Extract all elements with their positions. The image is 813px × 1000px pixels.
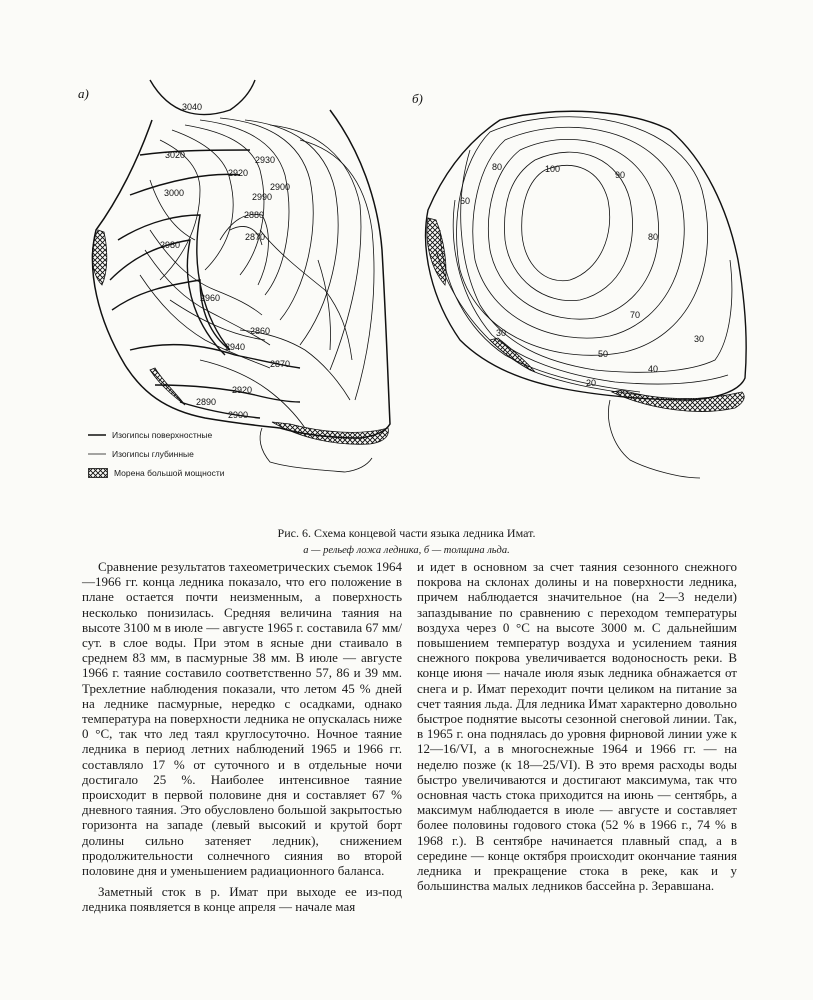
text-column-left [82, 559, 402, 915]
legend-surface-label: Изогипсы поверхностные [112, 430, 213, 440]
legend-thick-line-icon [88, 432, 106, 438]
surface-contour-2920: 2920 [232, 385, 253, 395]
bed-contour-2860: 2860 [250, 326, 271, 336]
panel-a-moraine-lower-left [150, 368, 185, 405]
panel-a-bed-relief [78, 80, 390, 472]
thickness-contour-90: 90 [615, 170, 626, 180]
bed-contour-2920: 2920 [228, 168, 249, 178]
bed-contour-2890: 2890 [196, 397, 217, 407]
legend-surface-row [88, 428, 224, 442]
figure-legend [88, 428, 224, 485]
surface-contour-2940: 2940 [225, 342, 246, 352]
paragraph-left-1: Сравнение результатов тахеометрических съемок 1964—1966 гг. конца ледника показало, что его положение в плане остается почти неизменным, а поверхность несколько понизилась. Средняя величина таяния на высоте 3100 м в июле — августе 1965 г. составила 67 мм/сут. в слое воды. При этом в ясные дни стаивало в среднем 83 мм, в пасмурные 38 мм. В июле — августе 1966 г. таяние составило соответственно 57, 86 и 39 мм. Трехлетние наблюдения показали, что летом 45 % дней на леднике пасмурные, нередко с осадками, однако температура на поверхности ледника не опускалась ниже 0 °С, так что лед таял круглосуточно. Ночное таяние ледника в период летних наблюдений 1965 и 1966 гг. составляло 17 % от суточного и в отдельные ночи достигало 25 %. Наиболее интенсивное таяние происходит в первой половине дня и составляет 67 % дневного таяния. Это обусловлено большой закрытостью горизонта на западе (левый высокий и крутой борт долины сильно затеняет ледник), снижением продолжительности солнечного сияния во второй половине дня и уменьшением радиационного баланса. [82, 559, 402, 879]
thickness-contour-50: 50 [598, 349, 609, 359]
bed-contour-2990: 2990 [252, 192, 273, 202]
legend-thin-line-icon [88, 451, 106, 457]
thickness-contour-60: 60 [460, 196, 471, 206]
caption-title: Рис. 6. Схема концевой части языка ледника Имат. [277, 526, 536, 540]
surface-contour-2900: 2900 [228, 410, 249, 420]
bed-contour-2870: 2870 [245, 232, 266, 242]
paragraph-left-2: Заметный сток в р. Имат при выходе ее из-под ледника появляется в конце апреля — начале мая [82, 884, 402, 915]
surface-contour-2980: 2980 [160, 240, 181, 250]
surface-contour-3020: 3020 [165, 150, 186, 160]
legend-bed-label: Изогипсы глубинные [112, 449, 194, 459]
panel-a-label: а) [78, 86, 89, 101]
bed-contour-2930: 2930 [255, 155, 276, 165]
caption-subtitle: а — рельеф ложа ледника, б — толщина льда. [303, 545, 510, 556]
thickness-contour-30-left: 30 [496, 328, 507, 338]
thickness-contour-70: 70 [630, 310, 641, 320]
surface-contour-3040: 3040 [182, 102, 203, 112]
paragraph-right-1: и идет в основном за счет таяния сезонного снежного покрова на склонах долины и на поверхности ледника, причем наблюдается значительное (на 2—3 недели) запаздывание по сравнению с переходом температуры воздуха через 0 °С на высоте 3000 м. С дальнейшим повышением температур воздуха и усилением таяния снежного покрова увеличивается водоносность реки. В конце июня — начале июля язык ледника обнажается от снега и р. Имат переходит почти целиком на питание за счет таяния льда. Для ледника Имат характерно довольно быстрое поднятие высоты сезонной снеговой линии. Так, в 1965 г. она поднялась до уровня фирновой линии уже к 12—16/VI, а в многоснежные 1964 и 1966 гг. — на неделю позже (к 18—25/VI). В это время расходы воды быстро увеличиваются и достигают максимума, так что основная часть стока приходится на июнь — сентябрь, а максимум наблюдается в июле — августе и составляет более половины годового стока (52 % в 1966 г., 74 % в 1968 г.). В сентябре начинается плавный спад, а в середине — конце октября происходит окончание таяния ледника и прекращение стока в реке, как и у большинства малых ледников бассейна р. Зеравшана. [417, 559, 737, 894]
legend-hatch-icon [88, 468, 108, 478]
bed-contour-2870-lower: 2870 [270, 359, 291, 369]
surface-contour-2960: 2960 [200, 293, 221, 303]
thickness-contour-80-left: 80 [492, 162, 503, 172]
figure-caption [0, 524, 813, 560]
thickness-contour-100: 100 [545, 164, 561, 174]
panel-a-moraine-left [92, 230, 107, 285]
legend-moraine-label: Морена большой мощности [114, 468, 225, 478]
legend-bed-row [88, 447, 224, 461]
thickness-contour-80-right: 80 [648, 232, 659, 242]
panel-b-label: б) [412, 91, 423, 106]
text-column-right [417, 559, 737, 893]
bed-contour-2880: 2880 [244, 210, 265, 220]
legend-moraine-row [88, 466, 224, 480]
thickness-contour-20: 20 [586, 378, 597, 388]
bed-contour-2900: 2900 [270, 182, 291, 192]
panel-a-moraine-bottom [272, 422, 388, 444]
thickness-contour-40: 40 [648, 364, 659, 374]
panel-b-ice-thickness [412, 91, 746, 478]
surface-contour-3000: 3000 [164, 188, 185, 198]
thickness-contour-30-right: 30 [694, 334, 705, 344]
